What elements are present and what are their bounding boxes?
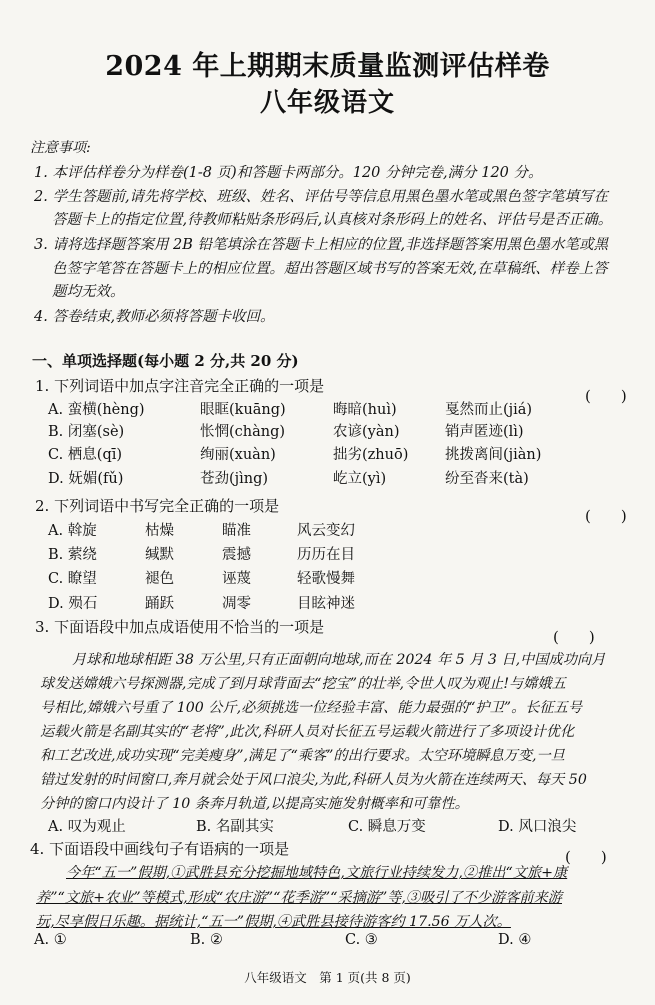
page-footer: 八年级语文 第 1 页(共 8 页) <box>244 970 411 985</box>
notice-line: 1. 本评估样卷分为样卷(1-8 页)和答题卡两部分。120 分钟完卷,满分 120 分。 <box>34 165 543 181</box>
option-text: C. ③ <box>345 932 378 948</box>
option-text: 农谚(yàn) <box>333 424 400 440</box>
notice-heading: 注意事项: <box>30 140 91 156</box>
option-text: A. ① <box>34 932 67 948</box>
option-text: 怅惘(chàng) <box>200 424 286 440</box>
option-text: 震撼 <box>222 547 251 563</box>
passage-line: 玩,尽享假日乐趣。据统计,“五一”假期,④武胜县接待游客约 17.56 万人次。 <box>36 914 511 930</box>
option-text: 苍劲(jìng) <box>200 471 269 487</box>
option-text: A. 蛮横(hèng) <box>48 402 145 418</box>
question-2-stem: 2. 下列词语中书写完全正确的一项是 <box>35 497 280 515</box>
question-1-stem: 1. 下列词语中加点字注音完全正确的一项是 <box>35 377 325 395</box>
option-text: 瞄准 <box>222 523 251 539</box>
option-text: 凋零 <box>222 596 251 612</box>
option-text: C. 瞭望 <box>48 571 97 587</box>
question-3-stem: 3. 下面语段中加点成语使用不恰当的一项是 <box>35 618 325 636</box>
passage-line: 分钟的窗口内设计了 10 条奔月轨道,以提高实施发射概率和可靠性。 <box>40 796 469 812</box>
notice-line: 3. 请将选择题答案用 2B 铅笔填涂在答题卡上相应的位置,非选择题答案用黑色墨水笔或黑 <box>34 237 609 253</box>
passage-line: 错过发射的时间窗口,奔月就会处于风口浪尖,为此,科研人员为火箭在连续两天、每天 50 <box>40 772 587 788</box>
notice-line: 色签字笔答在答题卡上的相应位置。超出答题区域书写的答案无效,在草稿纸、样卷上答 <box>52 261 608 277</box>
option-text: B. ② <box>190 932 223 948</box>
passage-line: 号相比,嫦娥六号重了 100 公斤,必须挑选一位经验丰富、能力最强的“护卫”。长征五号 <box>40 700 583 716</box>
section-heading: 一、单项选择题(每小题 2 分,共 20 分) <box>32 352 299 370</box>
option-text: 历历在目 <box>297 547 355 563</box>
option-text: 风云变幻 <box>297 523 355 539</box>
option-text: 戛然而止(jiá) <box>445 402 533 418</box>
notice-line: 题均无效。 <box>52 284 125 300</box>
passage-line: 和工艺改进,成功实现“完美瘦身”,满足了“乘客”的出行要求。太空环境瞬息万变,一旦 <box>40 748 565 764</box>
passage-line: 球发送嫦娥六号探测器,完成了到月球背面去“挖宝”的壮举,令世人叹为观止!与嫦娥五 <box>40 676 566 692</box>
option-text: 褪色 <box>145 571 174 587</box>
exam-title: 2024 年上期期末质量监测评估样卷 <box>105 51 550 82</box>
option-text: 挑拨离间(jiàn) <box>445 447 542 463</box>
option-text: 屹立(yì) <box>333 471 387 487</box>
option-text: 眼眶(kuāng) <box>200 402 286 418</box>
option-text: 目眩神迷 <box>297 596 355 612</box>
passage-line: 运载火箭是名副其实的“老将”,此次,科研人员对长征五号运载火箭进行了多项设计优化 <box>40 724 575 740</box>
passage-line: 今年“五一”假期,①武胜县充分挖掘地域特色,文旅行业持续发力,②推出“文旅+康 <box>66 865 568 881</box>
option-text: D. 殒石 <box>48 596 98 612</box>
answer-paren[interactable]: ( ) <box>565 848 607 866</box>
option-text: B. 萦绕 <box>48 547 97 563</box>
exam-subtitle: 八年级语文 <box>259 88 395 118</box>
option-text: 纷至沓来(tà) <box>445 471 529 487</box>
option-text: 晦暗(huì) <box>333 402 397 418</box>
option-text: 轻歌慢舞 <box>297 571 355 587</box>
option-text: A. 斡旋 <box>48 523 97 539</box>
option-text: B. 名副其实 <box>196 819 274 835</box>
notice-line: 4. 答卷结束,教师必须将答题卡收回。 <box>34 309 275 325</box>
answer-paren[interactable]: ( ) <box>585 507 627 525</box>
passage-line: 月球和地球相距 38 万公里,只有正面朝向地球,而在 2024 年 5 月 3 日,中国成功向月 <box>72 652 606 668</box>
option-text: C. 栖息(qī) <box>48 447 123 463</box>
option-text: D. 风口浪尖 <box>498 819 577 835</box>
option-text: A. 叹为观止 <box>48 819 126 835</box>
option-text: 缄默 <box>145 547 174 563</box>
answer-paren[interactable]: ( ) <box>585 387 627 405</box>
option-text: C. 瞬息万变 <box>348 819 426 835</box>
question-4-stem: 4. 下面语段中画线句子有语病的一项是 <box>30 840 290 858</box>
option-text: 诬蔑 <box>222 571 251 587</box>
answer-paren[interactable]: ( ) <box>553 628 595 646</box>
option-text: 销声匿迹(lì) <box>445 424 524 440</box>
option-text: D. ④ <box>498 932 532 948</box>
notice-line: 2. 学生答题前,请先将学校、班级、姓名、评估号等信息用黑色墨水笔或黑色签字笔填写在 <box>34 189 609 205</box>
option-text: B. 闭塞(sè) <box>48 424 125 440</box>
option-text: 拙劣(zhuō) <box>333 447 409 463</box>
notice-line: 答题卡上的指定位置,待教师粘贴条形码后,认真核对条形码上的姓名、评估号是否正确。 <box>52 212 613 228</box>
option-text: 踊跃 <box>145 596 174 612</box>
option-text: 绚丽(xuàn) <box>200 447 276 463</box>
option-text: 枯燥 <box>145 523 174 539</box>
option-text: D. 妩媚(fǔ) <box>48 471 124 487</box>
passage-line: 养”“文旅+农业”等模式,形成“农庄游”“花季游”“采摘游”等,③吸引了不少游客前来游 <box>36 890 562 906</box>
